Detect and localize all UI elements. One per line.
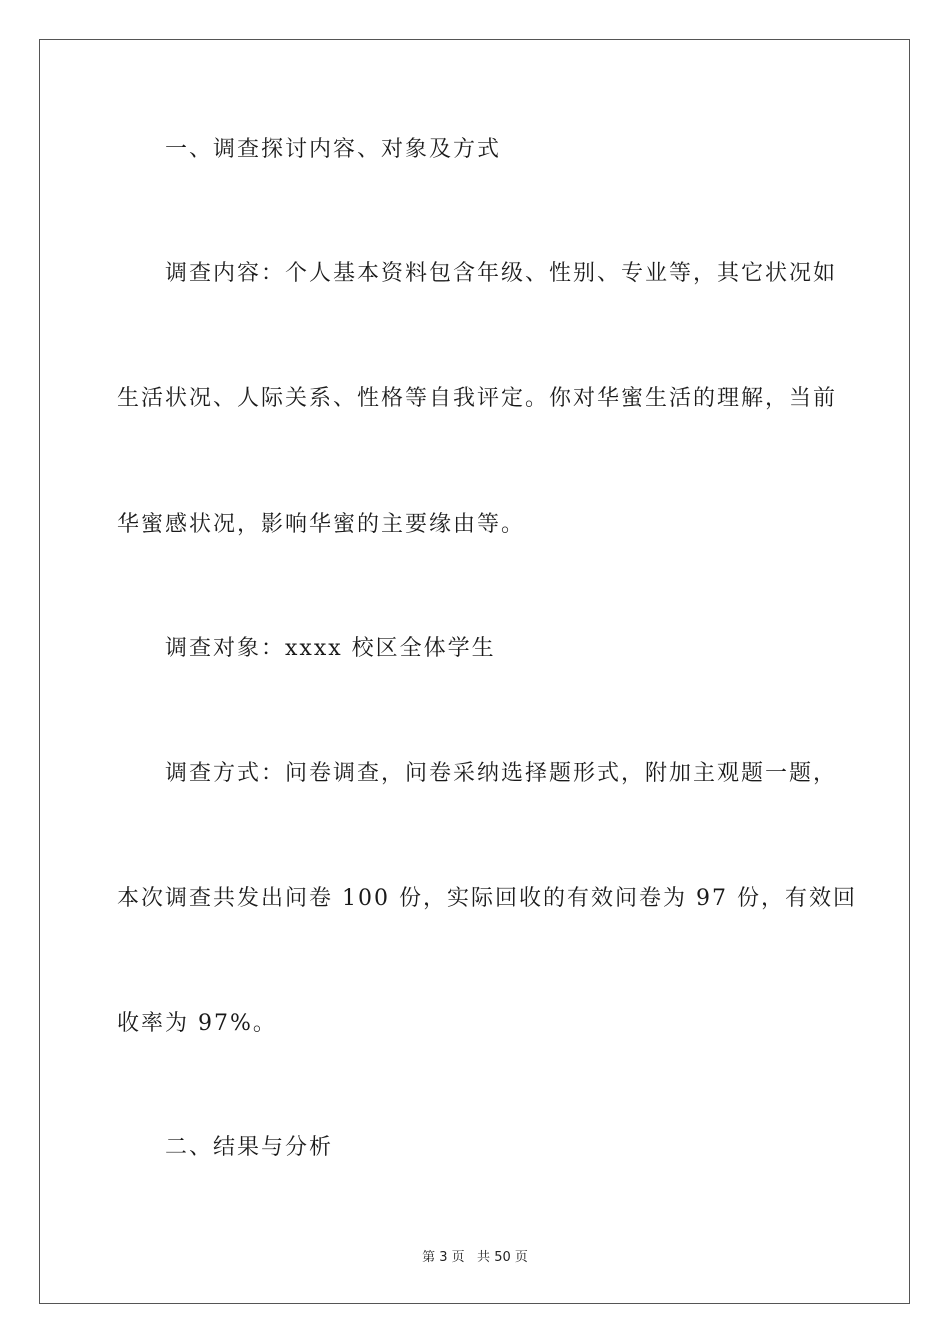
- paragraph-line: 华蜜感状况，影响华蜜的主要缘由等。: [117, 512, 526, 537]
- paragraph-line: 收率为 97%。: [117, 1011, 277, 1036]
- paragraph-line: 本次调查共发出问卷 100 份，实际回收的有效问卷为 97 份，有效回: [117, 886, 857, 911]
- paragraph-line: 调查对象：xxxx 校区全体学生: [165, 636, 496, 661]
- paragraph-line: 生活状况、人际关系、性格等自我评定。你对华蜜生活的理解，当前: [117, 386, 838, 411]
- page-number: 第 3 页 共 50 页: [422, 1250, 528, 1265]
- section-heading-1: 一、调查探讨内容、对象及方式: [165, 137, 502, 162]
- section-heading-2: 二、结果与分析: [165, 1135, 334, 1160]
- paragraph-line: 调查方式：问卷调查，问卷采纳选择题形式，附加主观题一题，: [165, 761, 838, 786]
- paragraph-line: 调查内容：个人基本资料包含年级、性别、专业等，其它状况如: [165, 261, 838, 286]
- page-border: [39, 39, 910, 1304]
